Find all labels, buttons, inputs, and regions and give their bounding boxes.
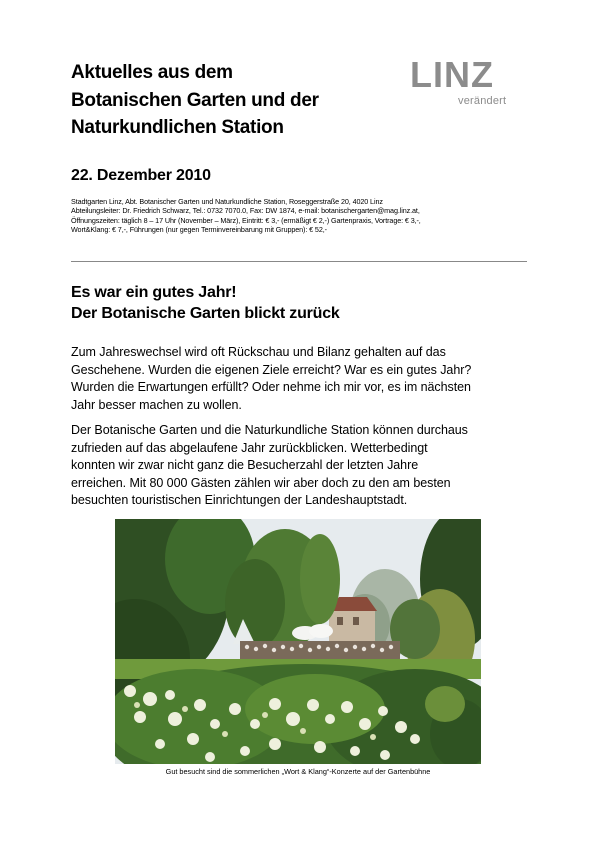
- paragraph-line: zufrieden auf das abgelaufene Jahr zurückblicken. Wetterbedingt: [71, 440, 428, 455]
- header-title-line: Naturkundlichen Station: [71, 117, 284, 138]
- photo-caption: Gut besucht sind die sommerlichen „Wort & Klang“-Konzerte auf der Gartenbühne: [165, 767, 431, 776]
- info-line: Abteilungsleiter: Dr. Friedrich Schwarz, Tel.: 0732 7070.0, Fax: DW 1874, e-mail: botanischergarten@mag.linz.at,: [71, 206, 420, 216]
- garden-photo-illustration: [115, 519, 481, 764]
- paragraph-line: Der Botanische Garten und die Naturkundliche Station können durchaus: [71, 423, 468, 437]
- article-headline: [71, 282, 340, 324]
- info-line: Wort&Klang: € 7,-, Führungen (nur gegen Terminvereinbarung mit Gruppen): € 52,-: [71, 225, 327, 235]
- logo-tagline: verändert: [458, 95, 507, 107]
- paragraph-line: Wurden die Erwartungen erfüllt? Oder nehme ich mir vor, es im nächsten: [71, 380, 471, 394]
- logo-wordmark: LINZ: [410, 54, 494, 95]
- institution-info: [71, 197, 527, 235]
- paragraph-1: [71, 344, 527, 414]
- paragraph-line: Zum Jahreswechsel wird oft Rückschau und Bilanz gehalten auf das: [71, 345, 446, 359]
- headline-line: Es war ein gutes Jahr!: [71, 284, 237, 301]
- paragraph-2: [71, 422, 527, 510]
- header-title-line: Botanischen Garten und der: [71, 89, 319, 111]
- info-line: Stadtgarten Linz, Abt. Botanischer Garten und Naturkundliche Station, Roseggerstraße 20, 4020 Linz: [71, 197, 383, 206]
- paragraph-line: besuchten touristischen Einrichtungen der Landeshauptstadt.: [71, 493, 408, 507]
- info-line: Öffnungszeiten: täglich 8 – 17 Uhr (November – März), Eintritt: € 3,- (ermäßigt € 2,-) Gartenpraxis, Vortrage: € 3,-,: [71, 215, 421, 225]
- paragraph-line: erreichen. Mit 80 000 Gästen zählen wir aber doch zu den am besten: [71, 475, 451, 490]
- header-title: [71, 59, 371, 142]
- header-title-line: Aktuelles aus dem: [71, 62, 233, 83]
- garden-concert-photo: [115, 519, 481, 764]
- paragraph-line: konnten wir zwar nicht ganz die Besucherzahl der letzten Jahre: [71, 458, 419, 472]
- issue-date: 22. Dezember 2010: [71, 167, 211, 184]
- paragraph-line: Jahr besser machen zu wollen.: [71, 397, 242, 412]
- linz-logo: [410, 54, 520, 110]
- paragraph-line: Geschehene. Wurden die eigenen Ziele erreicht? War es ein gutes Jahr?: [71, 362, 472, 377]
- divider: [71, 261, 527, 262]
- headline-line: Der Botanische Garten blickt zurück: [71, 305, 340, 322]
